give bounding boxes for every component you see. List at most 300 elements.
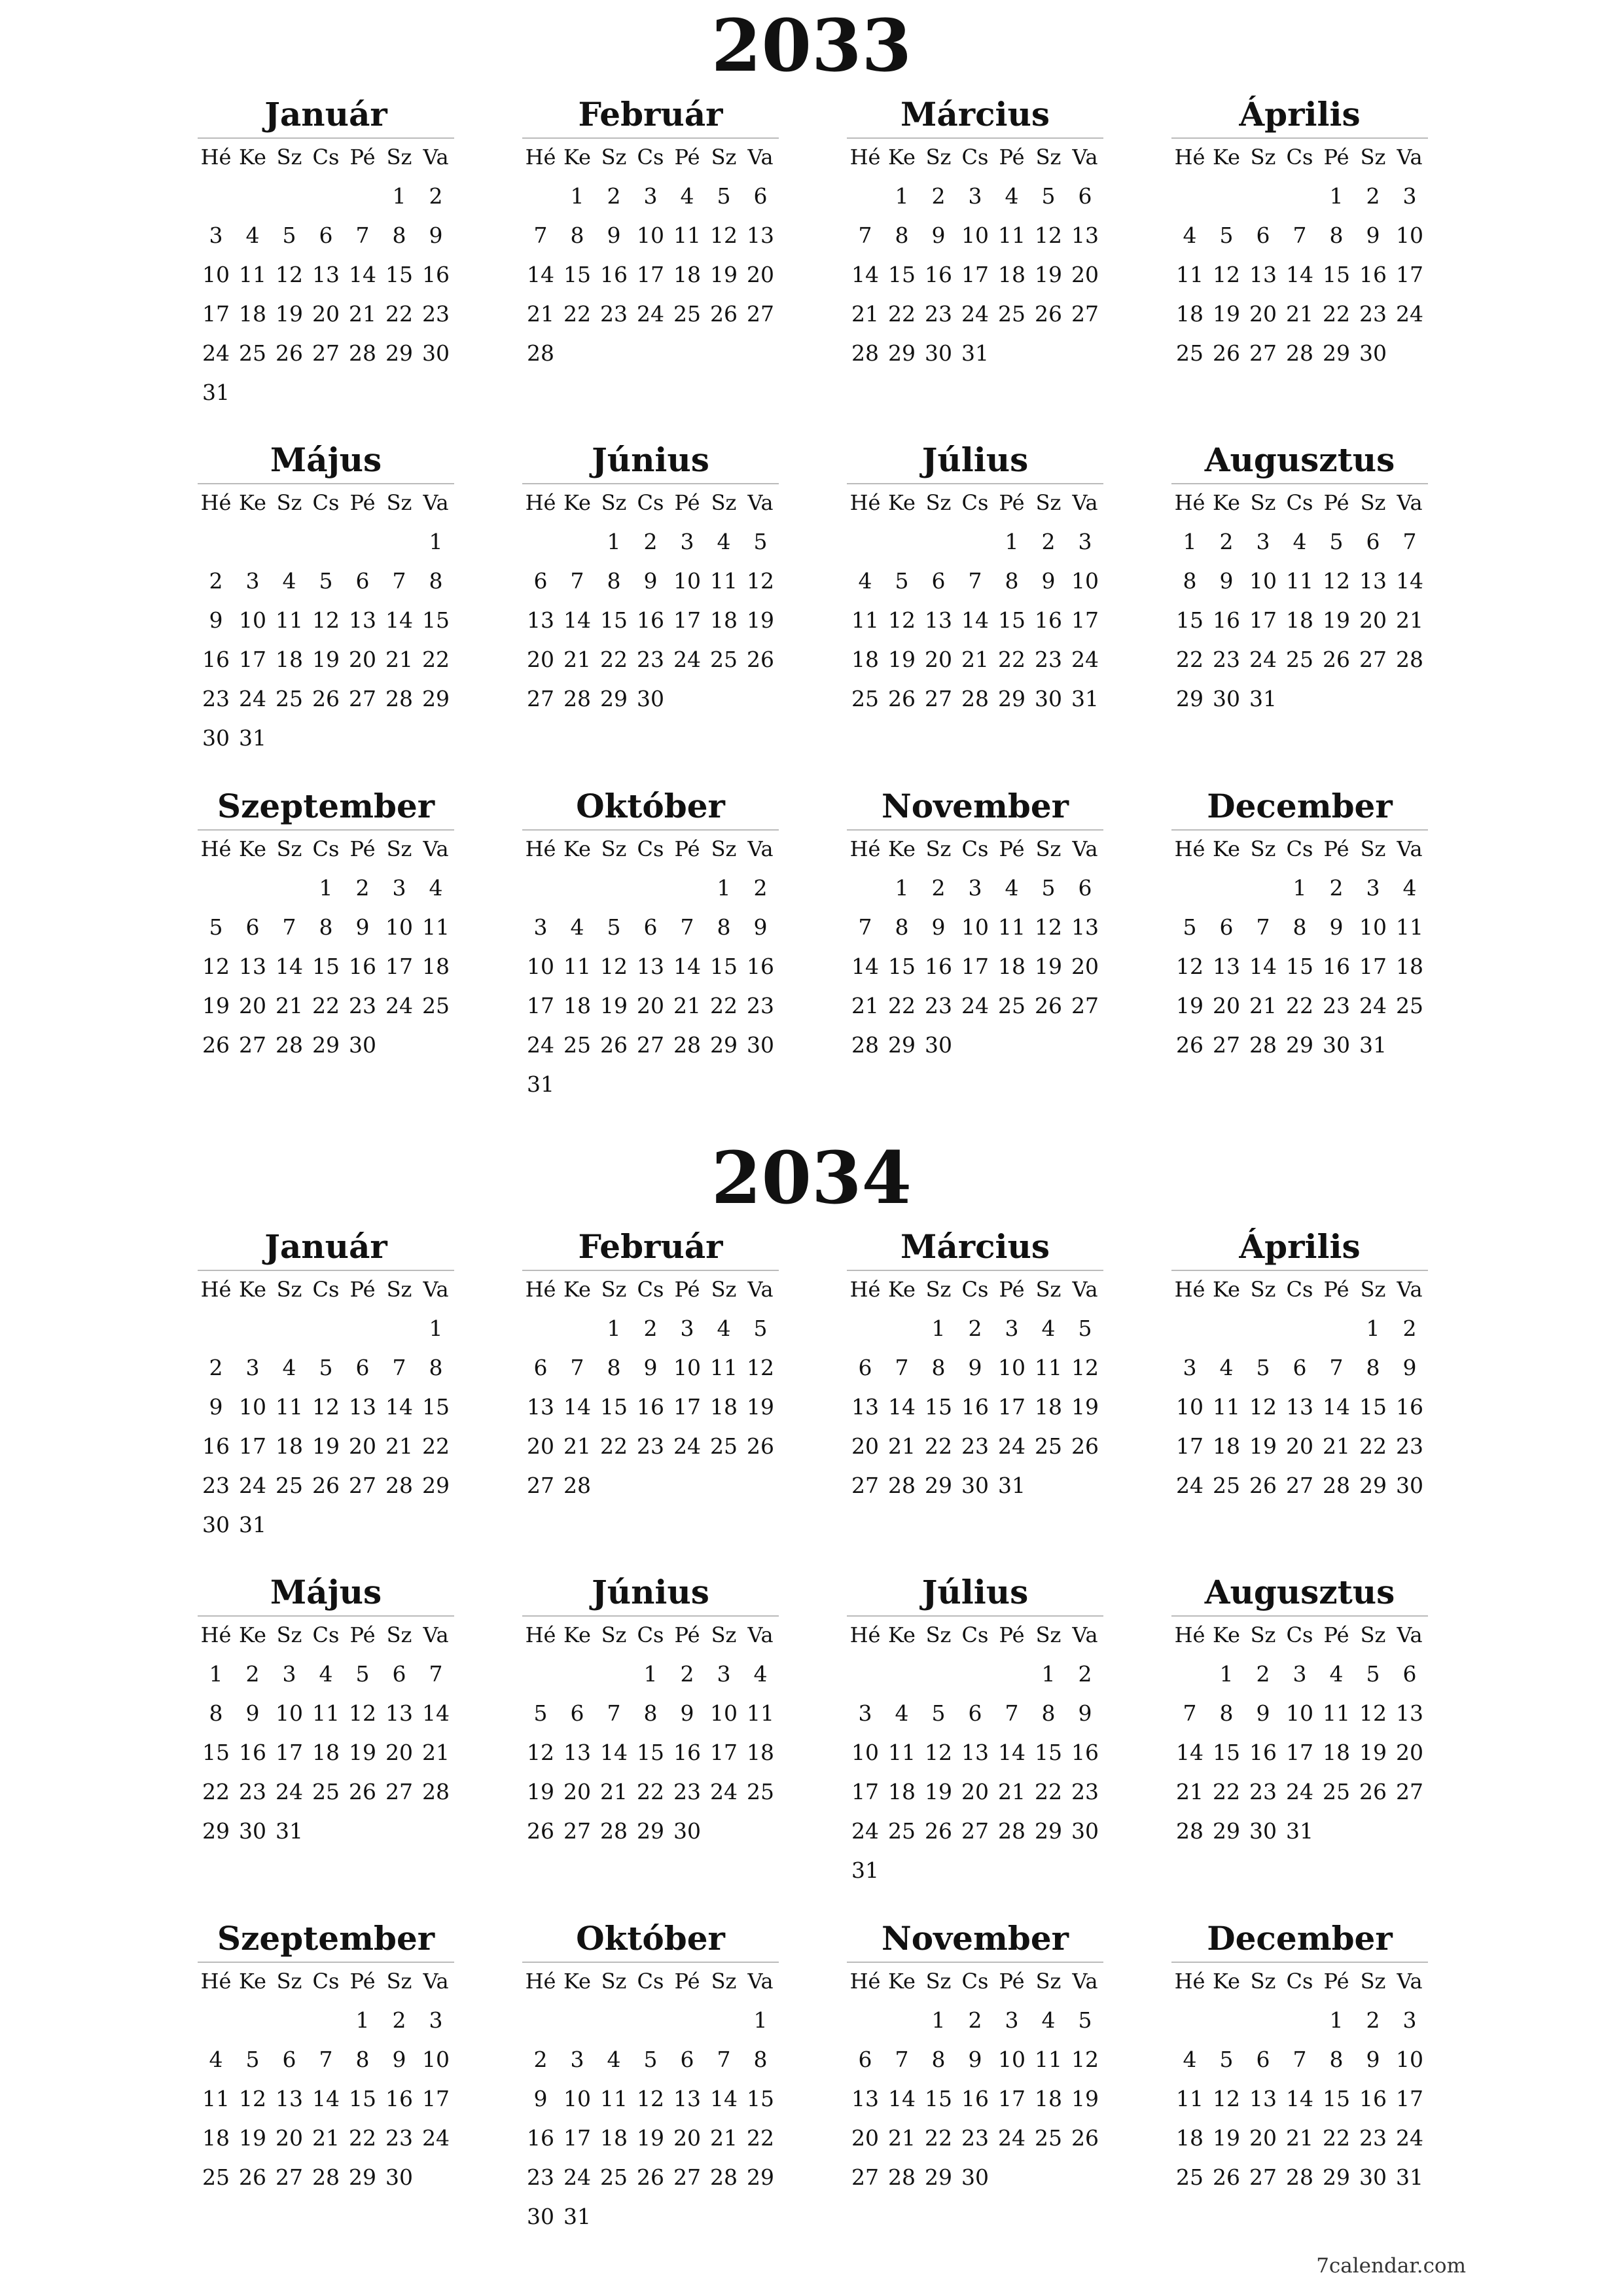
day-cell: 1 [1329,2007,1344,2033]
day-cell: 15 [563,262,591,287]
empty-cell [522,2001,559,2040]
day-cell: 8 [1366,1355,1380,1380]
day-cell: 4 [1183,223,1197,248]
day-cell: 9 [607,223,621,248]
month-block [198,783,454,1065]
month-name: November [882,1919,1069,1958]
day-cell: 31 [1286,1818,1313,1844]
day-cell: 28 [527,340,554,366]
day-cell: 11 [422,914,450,940]
day-cell: 23 [1396,1433,1423,1459]
day-cell: 15 [925,1394,952,1420]
day-cell: 6 [282,2047,296,2072]
day-cell: 29 [312,1032,340,1058]
day-cell: 30 [1071,1818,1099,1844]
day-cell: 19 [600,993,628,1018]
day-cell: 4 [570,914,584,940]
day-cell: 26 [1323,647,1350,672]
day-cell: 13 [1249,2086,1277,2111]
day-cell: 2 [643,1316,658,1341]
day-cell: 18 [563,993,591,1018]
day-cell: 26 [1035,301,1062,327]
month-name: Szeptember [217,1919,435,1958]
day-cell: 9 [392,2047,406,2072]
day-cell: 14 [1249,954,1277,979]
day-cell: 5 [1078,2007,1092,2033]
day-cell: 24 [1176,1473,1204,1498]
month-block [1171,1570,1428,1851]
weekday-header: Va [423,1969,449,1994]
empty-cell [559,522,596,562]
day-cell: 12 [747,568,774,594]
day-cell: 29 [1323,2164,1350,2190]
day-cell: 6 [533,568,548,594]
day-cell: 15 [710,954,738,979]
day-cell: 23 [747,993,774,1018]
day-cell: 14 [710,2086,738,2111]
day-cell: 10 [563,2086,591,2111]
day-cell: 8 [209,1700,223,1726]
day-cell: 3 [209,223,223,248]
day-cell: 29 [710,1032,738,1058]
weekday-header: Va [423,1623,449,1647]
day-cell: 20 [527,647,554,672]
day-cell: 24 [637,301,664,327]
weekday-header: Sz [276,1969,302,1994]
day-cell: 13 [527,607,554,633]
day-cell: 28 [385,1473,413,1498]
day-cell: 19 [527,1779,554,1804]
day-cell: 3 [1005,2007,1019,2033]
weekday-header: Sz [386,1969,412,1994]
day-cell: 18 [1176,2125,1204,2151]
day-cell: 25 [276,1473,303,1498]
day-cell: 24 [276,1779,303,1804]
day-cell: 5 [1219,223,1234,248]
day-cell: 20 [1213,993,1240,1018]
empty-cell [522,1655,559,1694]
weekday-header: Hé [525,1623,556,1647]
day-cell: 13 [851,1394,879,1420]
year-title: 2034 [711,1136,912,1220]
weekday-header: Cs [961,490,989,515]
day-cell: 4 [607,2047,621,2072]
day-cell: 30 [527,2204,554,2229]
day-cell: 10 [961,914,989,940]
weekday-header: Sz [925,145,952,170]
day-cell: 4 [1005,183,1019,209]
day-cell: 6 [968,1700,982,1726]
day-cell: 17 [563,2125,591,2151]
day-cell: 17 [961,262,989,287]
day-cell: 16 [349,954,376,979]
day-cell: 28 [563,1473,591,1498]
day-cell: 7 [392,568,406,594]
day-cell: 23 [637,1433,664,1459]
weekday-header: Cs [961,145,989,170]
day-cell: 26 [1249,1473,1277,1498]
day-cell: 20 [239,993,266,1018]
day-cell: 1 [931,2007,946,2033]
day-cell: 7 [858,914,872,940]
weekday-header: Hé [849,1623,881,1647]
month-block [847,1916,1103,2197]
day-cell: 21 [851,301,879,327]
weekday-header: Pé [349,836,376,861]
day-cell: 19 [1035,262,1062,287]
day-cell: 29 [385,340,413,366]
weekday-header: Sz [276,1277,302,1302]
day-cell: 25 [1323,1779,1350,1804]
day-cell: 1 [1183,529,1197,554]
day-cell: 17 [1359,954,1387,979]
weekday-header: Hé [1174,1623,1205,1647]
day-cell: 31 [1249,686,1277,711]
weekday-header: Sz [711,1277,737,1302]
weekday-header: Hé [200,145,232,170]
day-cell: 23 [637,647,664,672]
day-cell: 14 [349,262,376,287]
day-cell: 7 [1256,914,1270,940]
weekday-header: Cs [1286,836,1313,861]
day-cell: 19 [202,993,230,1018]
month-block [1171,92,1428,373]
day-cell: 1 [1041,1661,1056,1687]
day-cell: 1 [931,1316,946,1341]
day-cell: 10 [998,1355,1026,1380]
day-cell: 19 [349,1740,376,1765]
day-cell: 18 [1035,2086,1062,2111]
day-cell: 8 [429,1355,443,1380]
day-cell: 27 [1071,993,1099,1018]
day-cell: 26 [1213,340,1240,366]
weekday-header: Hé [1174,490,1205,515]
day-cell: 9 [245,1700,260,1726]
day-cell: 11 [710,1355,738,1380]
day-cell: 1 [570,183,584,209]
day-cell: 11 [1176,262,1204,287]
day-cell: 6 [355,568,370,594]
day-cell: 2 [753,875,768,901]
empty-cell [847,2001,883,2040]
day-cell: 2 [245,1661,260,1687]
day-cell: 19 [1213,301,1240,327]
day-cell: 25 [239,340,266,366]
day-cell: 17 [1176,1433,1204,1459]
day-cell: 9 [355,914,370,940]
day-cell: 3 [968,875,982,901]
day-cell: 18 [1323,1740,1350,1765]
weekday-header: Sz [1035,1623,1061,1647]
weekday-header: Cs [637,145,664,170]
day-cell: 4 [1293,529,1307,554]
day-cell: 8 [931,1355,946,1380]
day-cell: 7 [895,2047,909,2072]
day-cell: 22 [600,647,628,672]
day-cell: 27 [349,1473,376,1498]
day-cell: 24 [998,2125,1026,2151]
day-cell: 31 [527,1071,554,1097]
day-cell: 22 [998,647,1026,672]
day-cell: 11 [998,223,1026,248]
empty-cell [271,2001,308,2040]
day-cell: 10 [998,2047,1026,2072]
day-cell: 8 [753,2047,768,2072]
day-cell: 26 [276,340,303,366]
day-cell: 29 [637,1818,664,1844]
day-cell: 10 [1286,1700,1313,1726]
empty-cell [920,1655,957,1694]
day-cell: 25 [276,686,303,711]
day-cell: 7 [1402,529,1417,554]
day-cell: 1 [717,875,731,901]
day-cell: 4 [858,568,872,594]
weekday-header: Va [747,145,774,170]
day-cell: 3 [533,914,548,940]
day-cell: 11 [673,223,701,248]
day-cell: 13 [1213,954,1240,979]
month-day-grid [1171,483,1428,719]
day-cell: 4 [1041,2007,1056,2033]
day-cell: 17 [998,1394,1026,1420]
empty-cell [559,2001,596,2040]
day-cell: 27 [527,686,554,711]
day-cell: 31 [239,1512,266,1537]
month-block [198,1224,454,1545]
month-block [847,1570,1103,1890]
empty-cell [847,1655,883,1694]
day-cell: 2 [1041,529,1056,554]
day-cell: 19 [1249,1433,1277,1459]
day-cell: 5 [355,1661,370,1687]
day-cell: 1 [209,1661,223,1687]
empty-cell [1208,2001,1245,2040]
empty-cell [1245,177,1281,216]
day-cell: 25 [710,1433,738,1459]
day-cell: 5 [1256,1355,1270,1380]
day-cell: 6 [1219,914,1234,940]
day-cell: 12 [527,1740,554,1765]
day-cell: 23 [925,993,952,1018]
day-cell: 16 [1213,607,1240,633]
day-cell: 26 [888,686,916,711]
day-cell: 3 [245,1355,260,1380]
weekday-header: Cs [1286,1623,1313,1647]
day-cell: 31 [1396,2164,1423,2190]
weekday-header: Hé [849,1277,881,1302]
day-cell: 21 [527,301,554,327]
day-cell: 5 [1041,183,1056,209]
weekday-header: Cs [1286,490,1313,515]
day-cell: 22 [710,993,738,1018]
day-cell: 25 [1035,2125,1062,2151]
empty-cell [234,1309,271,1348]
day-cell: 18 [1176,301,1204,327]
day-cell: 21 [1396,607,1423,633]
weekday-header: Ke [563,1277,591,1302]
day-cell: 5 [607,914,621,940]
weekday-header: Ke [1213,836,1240,861]
day-cell: 1 [429,1316,443,1341]
day-cell: 13 [276,2086,303,2111]
day-cell: 1 [607,1316,621,1341]
day-cell: 16 [600,262,628,287]
month-name: Április [1239,1227,1361,1266]
day-cell: 14 [563,607,591,633]
weekday-header: Pé [1323,145,1349,170]
day-cell: 23 [385,2125,413,2151]
weekday-header: Hé [1174,145,1205,170]
weekday-header: Cs [1286,145,1313,170]
day-cell: 28 [1249,1032,1277,1058]
weekday-header: Sz [1360,490,1386,515]
day-cell: 27 [851,2164,879,2190]
day-cell: 21 [888,2125,916,2151]
day-cell: 20 [563,1779,591,1804]
month-day-grid [1171,1962,1428,2197]
weekday-header: Pé [1323,1277,1349,1302]
day-cell: 28 [1286,340,1313,366]
day-cell: 5 [931,1700,946,1726]
month-block [198,92,454,412]
day-cell: 10 [1176,1394,1204,1420]
day-cell: 25 [1396,993,1423,1018]
weekday-header: Va [1072,836,1098,861]
day-cell: 18 [998,954,1026,979]
weekday-header: Va [1072,145,1098,170]
weekday-header: Pé [349,1969,376,1994]
day-cell: 18 [276,647,303,672]
weekday-header: Va [423,836,449,861]
month-name: Május [270,440,382,479]
month-day-grid [198,483,454,758]
month-name: Február [578,1227,723,1266]
month-day-grid [522,829,779,1104]
day-cell: 7 [858,223,872,248]
weekday-header: Pé [1323,1969,1349,1994]
month-day-grid [1171,829,1428,1065]
empty-cell [920,522,957,562]
day-cell: 23 [1359,301,1387,327]
day-cell: 30 [422,340,450,366]
weekday-header: Sz [601,1623,627,1647]
empty-cell [522,1309,559,1348]
month-block [522,437,779,719]
day-cell: 16 [422,262,450,287]
weekday-header: Cs [637,1623,664,1647]
day-cell: 4 [1005,875,1019,901]
day-cell: 19 [239,2125,266,2151]
day-cell: 25 [673,301,701,327]
day-cell: 26 [1359,1779,1387,1804]
day-cell: 23 [1035,647,1062,672]
weekday-header: Hé [1174,836,1205,861]
month-block [522,1916,779,2236]
weekday-header: Va [747,1277,774,1302]
day-cell: 9 [680,1700,694,1726]
day-cell: 10 [1396,2047,1423,2072]
weekday-header: Hé [525,145,556,170]
day-cell: 11 [600,2086,628,2111]
day-cell: 23 [1249,1779,1277,1804]
weekday-header: Sz [925,836,952,861]
day-cell: 11 [1035,1355,1062,1380]
weekday-header: Ke [888,836,916,861]
day-cell: 6 [355,1355,370,1380]
day-cell: 20 [925,647,952,672]
day-cell: 24 [961,993,989,1018]
empty-cell [596,1655,632,1694]
month-name: Február [578,95,723,134]
day-cell: 26 [312,1473,340,1498]
day-cell: 17 [710,1740,738,1765]
day-cell: 4 [1402,875,1417,901]
day-cell: 10 [422,2047,450,2072]
weekday-header: Ke [888,145,916,170]
weekday-header: Sz [925,1969,952,1994]
day-cell: 22 [637,1779,664,1804]
day-cell: 12 [312,1394,340,1420]
day-cell: 1 [895,183,909,209]
weekday-header: Sz [1360,1969,1386,1994]
day-cell: 2 [643,529,658,554]
day-cell: 15 [1323,262,1350,287]
day-cell: 16 [925,262,952,287]
weekday-header: Hé [525,1277,556,1302]
day-cell: 7 [1183,1700,1197,1726]
day-cell: 9 [533,2086,548,2111]
day-cell: 2 [680,1661,694,1687]
day-cell: 18 [673,262,701,287]
day-cell: 31 [851,1857,879,1883]
empty-cell [847,177,883,216]
month-day-grid [198,1962,454,2197]
weekday-header: Sz [386,145,412,170]
day-cell: 25 [998,993,1026,1018]
day-cell: 8 [1219,1700,1234,1726]
day-cell: 8 [1329,2047,1344,2072]
weekday-header: Hé [200,836,232,861]
day-cell: 26 [1213,2164,1240,2190]
day-cell: 18 [851,647,879,672]
weekday-header: Hé [525,490,556,515]
day-cell: 27 [1359,647,1387,672]
day-cell: 1 [895,875,909,901]
day-cell: 29 [1286,1032,1313,1058]
day-cell: 7 [533,223,548,248]
month-block [522,783,779,1104]
day-cell: 12 [1035,223,1062,248]
empty-cell [234,869,271,908]
empty-cell [1171,1309,1208,1348]
day-cell: 8 [1183,568,1197,594]
day-cell: 15 [349,2086,376,2111]
day-cell: 19 [312,1433,340,1459]
day-cell: 12 [1071,1355,1099,1380]
empty-cell [271,522,308,562]
weekday-header: Sz [1035,1969,1061,1994]
day-cell: 9 [429,223,443,248]
day-cell: 28 [349,340,376,366]
day-cell: 9 [1219,568,1234,594]
day-cell: 25 [998,301,1026,327]
empty-cell [344,522,381,562]
day-cell: 5 [1219,2047,1234,2072]
day-cell: 16 [637,1394,664,1420]
day-cell: 25 [312,1779,340,1804]
weekday-header: Cs [1286,1277,1313,1302]
month-name: December [1207,787,1393,825]
